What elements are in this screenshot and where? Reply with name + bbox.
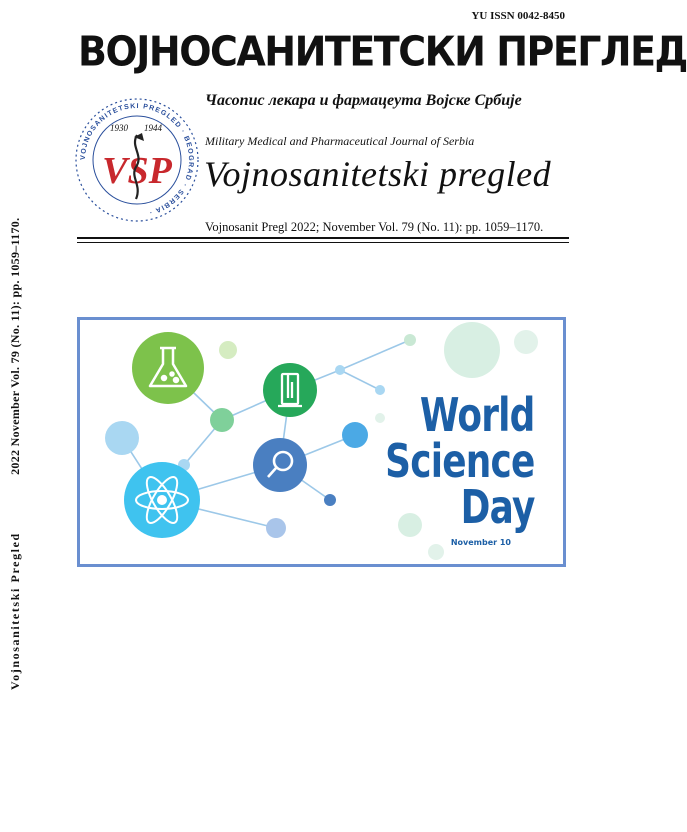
spine-text — [8, 130, 30, 690]
spine-journal-name: Vojnosanitetski Pregled — [8, 532, 22, 690]
bubble-blue-node — [342, 422, 368, 448]
world-science-day-title — [385, 388, 535, 534]
title-line-world: World — [420, 388, 535, 442]
bubble-pale-large — [444, 322, 500, 378]
journal-subtitle-cyrillic: Часопис лекара и фармацеута Војске Србије — [205, 92, 522, 109]
logo-year-right: 1944 — [144, 123, 162, 133]
issn-label: YU ISSN 0042-8450 — [471, 10, 565, 22]
magnifier-node — [253, 438, 307, 492]
header-rule-thin — [77, 242, 569, 243]
journal-title-cyrillic: ВОЈНОСАНИТЕТСКИ ПРЕГЛЕД — [78, 27, 687, 76]
test-tube-node — [263, 363, 317, 417]
title-line-day: Day — [461, 480, 535, 534]
bubble-green-node — [210, 408, 234, 432]
logo-ring-text: VOJNOSANITETSKI PREGLED · BEOGRAD · SERBIA · — [79, 102, 195, 216]
flask-node — [132, 332, 204, 404]
vsp-seal-icon — [72, 95, 202, 225]
header-rule-thick — [77, 237, 569, 239]
title-line-science: Science — [385, 434, 535, 488]
world-science-day-banner — [77, 317, 566, 567]
journal-subtitle-english: Military Medical and Pharmaceutical Journal of Serbia — [205, 134, 475, 148]
journal-title-latin: Vojnosanitetski pregled — [204, 154, 552, 194]
event-date: November 10 — [450, 538, 511, 547]
bubble-light-blue — [105, 421, 139, 455]
logo-monogram: VSP — [102, 150, 172, 192]
spine-issue-info: 2022 November Vol. 79 (No. 11): pp. 1059–1170. — [8, 217, 22, 475]
issue-citation: Vojnosanit Pregl 2022; November Vol. 79 (No. 11): pp. 1059–1170. — [205, 220, 544, 234]
logo-year-left: 1930 — [110, 123, 128, 133]
journal-logo — [72, 95, 202, 225]
bubble-pale-green — [219, 341, 237, 359]
